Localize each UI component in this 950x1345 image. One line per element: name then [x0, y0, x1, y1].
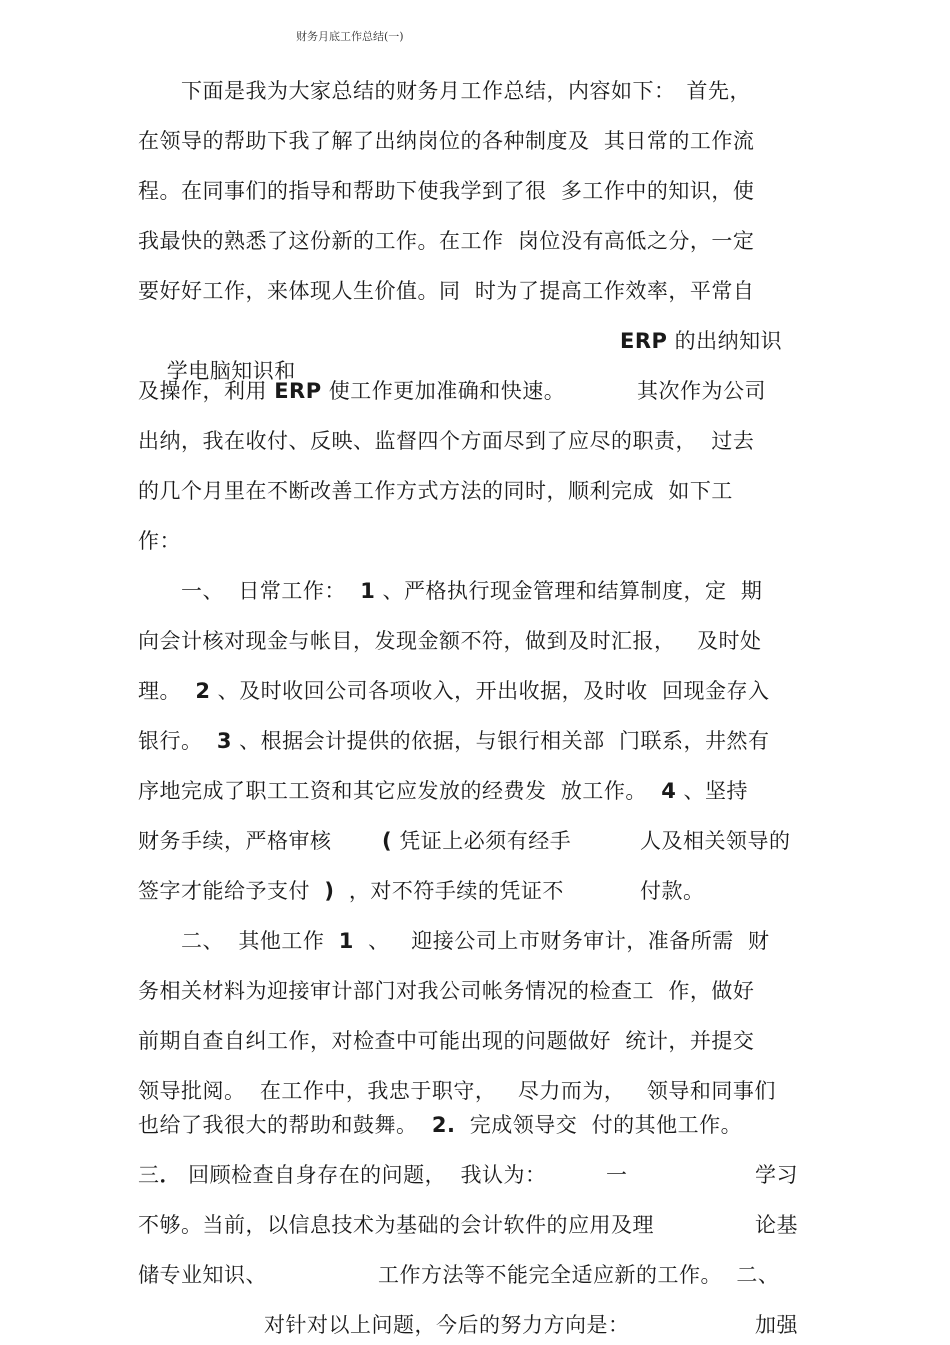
erp-term: ERP	[620, 329, 668, 353]
paragraph-line: 对针对以上问题，今后的努力方向是：	[264, 1313, 630, 1337]
paragraph-line: 出纳，我在收付、反映、监督四个方面尽到了应尽的职责， 过去	[138, 429, 755, 453]
line-segment: 及操作，利用	[138, 379, 275, 403]
list-number: 1	[360, 579, 376, 603]
page-header: 财务月底工作总结(一)	[296, 30, 404, 43]
line-segment: 、根据会计提供的依据，与银行相关部 门联系，井然有	[231, 729, 770, 753]
paragraph-line: 务相关材料为迎接审计部门对我公司帐务情况的检查工 作，做好	[138, 979, 755, 1003]
paragraph-line: 付款。	[640, 879, 705, 903]
paragraph-line: 作：	[138, 529, 181, 553]
list-number: 1	[338, 929, 354, 953]
paragraph-line: 我最快的熟悉了这份新的工作。在工作 岗位没有高低之分，一定	[138, 229, 755, 253]
line-segment: 银行。	[138, 729, 217, 753]
line-segment: 的出纳知识	[667, 329, 783, 353]
paragraph-line	[138, 1110, 742, 1140]
line-segment: 、及时收回公司各项收入，开出收据，及时收 回现金存入	[210, 679, 770, 703]
line-segment: 完成领导交 付的其他工作。	[455, 1113, 743, 1137]
list-number: 3	[216, 729, 232, 753]
paragraph-line: 前期自查自纠工作，对检查中可能出现的问题做好 统计，并提交	[138, 1029, 755, 1053]
paren-open: (	[382, 829, 393, 853]
paragraph-line: 其次作为公司	[637, 379, 766, 403]
paragraph-line: 不够。当前，以信息技术为基础的会计软件的应用及理	[138, 1213, 654, 1237]
line-segment: 凭证上必须有经手	[392, 829, 572, 853]
list-number: 2.	[431, 1113, 456, 1137]
line-segment: 学电脑知识和	[166, 359, 296, 383]
paragraph-line: 的几个月里在不断改善工作方式方法的同时，顺利完成 如下工	[138, 479, 733, 503]
paragraph-line: 领导批阅。 在工作中，我忠于职守， 尽力而为， 领导和同事们	[138, 1079, 776, 1103]
paragraph-line: 程。在同事们的指导和帮助下使我学到了很 多工作中的知识，使	[138, 179, 755, 203]
paragraph-line: 下面是我为大家总结的财务月工作总结，内容如下： 首先，	[138, 79, 751, 103]
erp-term: ERP	[274, 379, 322, 403]
line-segment: 三	[138, 1163, 160, 1187]
section-dot: ．	[159, 1163, 181, 1187]
paragraph-line	[138, 876, 564, 906]
paragraph-line	[138, 926, 770, 956]
paragraph-line: 工作方法等不能完全适应新的工作。 二、	[378, 1263, 780, 1287]
paragraph-line	[138, 826, 332, 856]
line-segment: 二、 其他工作	[138, 929, 339, 953]
paragraph-line: 在领导的帮助下我了解了出纳岗位的各种制度及 其日常的工作流	[138, 129, 755, 153]
line-segment: 、 迎接公司上市财务审计，准备所需 财	[353, 929, 770, 953]
line-segment: 也给了我很大的帮助和鼓舞。	[138, 1113, 432, 1137]
paragraph-line	[138, 576, 762, 606]
paragraph-line: 要好好工作，来体现人生价值。同 时为了提高工作效率，平常自	[138, 279, 755, 303]
paragraph-line: 论基	[755, 1213, 798, 1237]
paragraph-line: 一	[606, 1163, 628, 1187]
list-number: 2	[195, 679, 211, 703]
line-segment: 、坚持	[676, 779, 749, 803]
paragraph-line	[138, 376, 565, 406]
line-segment: 签字才能给予支付	[138, 879, 325, 903]
line-segment: ，对不符手续的凭证不	[334, 879, 564, 903]
list-number: 4	[661, 779, 677, 803]
paragraph-line: 储专业知识、	[138, 1263, 267, 1287]
line-segment: 、严格执行现金管理和结算制度，定 期	[375, 579, 763, 603]
paragraph-line	[382, 826, 571, 856]
paragraph-line	[620, 326, 782, 356]
paragraph-line	[138, 776, 748, 806]
line-segment: 回顾检查自身存在的问题， 我认为：	[181, 1163, 547, 1187]
paragraph-line	[138, 726, 770, 756]
line-segment: 使工作更加准确和快速。	[321, 379, 566, 403]
line-segment: 一、 日常工作：	[138, 579, 361, 603]
paragraph-line: 加强	[755, 1313, 798, 1337]
line-segment: 财务手续，严格审核	[138, 829, 332, 853]
paragraph-line: 向会计核对现金与帐目，发现金额不符，做到及时汇报， 及时处	[138, 629, 762, 653]
paragraph-line: 学习	[755, 1163, 798, 1187]
line-segment: 理。	[138, 679, 196, 703]
line-segment: 序地完成了职工工资和其它应发放的经费发 放工作。	[138, 779, 662, 803]
paragraph-line: 人及相关领导的	[640, 829, 791, 853]
paren-close: )	[324, 879, 335, 903]
paragraph-line	[138, 676, 770, 706]
paragraph-line	[138, 1160, 547, 1190]
